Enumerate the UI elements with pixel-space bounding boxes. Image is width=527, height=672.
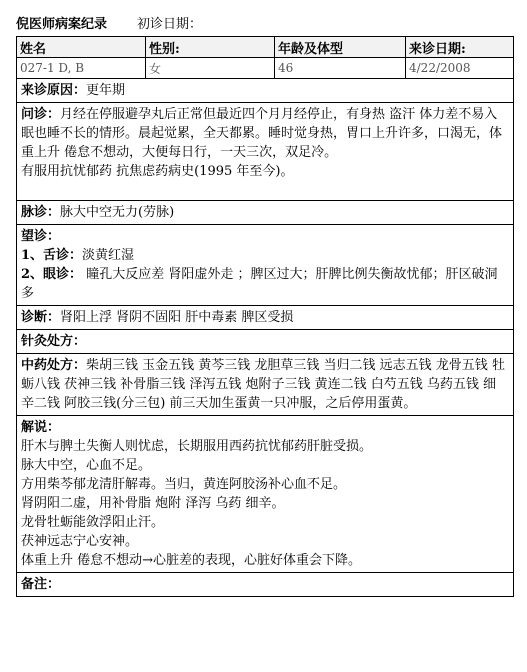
info-value-row — [17, 58, 514, 79]
eye-text: 瞳孔大反应差 肾阳虚外走 ；脾区过大；肝脾比例失衡故忧郁；肝区破洞多 — [21, 267, 498, 301]
notes-section — [16, 573, 514, 597]
acupuncture-section — [16, 330, 514, 354]
inquiry-text: 月经在停服避孕丸后正常但最近四个月月经停止，有身热 盗汗 体力差不易入眠也睡不长的情形。晨起觉累，全天都累。睡时觉身热，胃口上升许多，口渴无，体重上升 倦怠不想动，大便每日行，一天三次，双足冷。 — [21, 107, 503, 160]
patient-info-table — [16, 36, 514, 79]
notes-label: 备注： — [21, 577, 61, 592]
observe-label: 望诊： — [21, 229, 61, 244]
inquiry-history: 有服用抗忧郁药 抗焦虑药病史(1995 年至今)。 — [21, 164, 294, 179]
herbs-section — [16, 354, 514, 416]
record-header — [16, 14, 514, 36]
inquiry-spacer — [21, 181, 509, 198]
inquiry-section — [16, 103, 514, 201]
inquiry-label: 问诊： — [21, 107, 61, 122]
explanation-line: 茯神远志宁心安神。 — [21, 534, 139, 549]
first-visit-label: 初诊日期： — [137, 17, 203, 32]
explanation-line: 肾阴阳二虚，用补骨脂 炮附 泽泻 乌药 细辛。 — [21, 496, 285, 511]
explanation-label: 解说： — [21, 420, 61, 435]
record-title: 倪医师病案纪录 — [16, 17, 108, 32]
visit-date-label: 来诊日期: — [406, 37, 514, 58]
explanation-line: 龙骨牡蛎能敛浮阳止汗。 — [21, 515, 165, 530]
case-record — [16, 14, 514, 597]
tongue-line — [21, 246, 509, 265]
pulse-text: 脉大中空无力(劳脉) — [60, 205, 175, 220]
observe-section — [16, 225, 514, 306]
acupuncture-label: 针灸处方： — [21, 334, 87, 349]
tongue-text: 淡黄红湿 — [82, 248, 135, 263]
diagnosis-section — [16, 306, 514, 330]
explanation-line: 方用柴芩郁龙清肝解毒。当归，黄连阿胶汤补心血不足。 — [21, 477, 347, 492]
explanation-line: 脉大中空，心血不足。 — [21, 458, 152, 473]
pulse-section — [16, 201, 514, 225]
name-label: 姓名 — [17, 37, 146, 58]
info-header-row — [17, 37, 514, 58]
herbs-label: 中药处方： — [21, 358, 87, 373]
gender-value: 女 — [146, 58, 275, 79]
explanation-line: 肝木与脾土失衡人则忧虑，长期服用西药抗忧郁药肝脏受损。 — [21, 439, 373, 454]
diagnosis-text: 肾阳上浮 肾阴不固阳 肝中毒素 脾区受损 — [60, 310, 294, 325]
explanation-section — [16, 416, 514, 573]
eye-label: 2、眼诊： — [21, 267, 83, 282]
herbs-text: 柴胡三钱 玉金五钱 黄芩三钱 龙胆草三钱 当归二钱 远志五钱 龙骨五钱 牡蛎八钱 茯神三钱 补骨脂三钱 泽泻五钱 炮附子三钱 黄连二钱 白芍五钱 乌药五钱 细辛二钱 阿胶三钱(分三包) 前三天加生蛋黄一只冲服，之后停用蛋黄。 — [21, 358, 505, 411]
tongue-label: 1、舌诊： — [21, 248, 83, 263]
age-value: 46 — [275, 58, 406, 79]
visit-date-value: 4/22/2008 — [406, 58, 514, 79]
gender-label: 性别: — [146, 37, 275, 58]
name-value: 027-1 D, B — [17, 58, 146, 79]
diagnosis-label: 诊断： — [21, 310, 61, 325]
reason-text: 更年期 — [86, 83, 126, 98]
reason-label: 来诊原因： — [21, 83, 87, 98]
explanation-line: 体重上升 倦怠不想动→心脏差的表现，心脏好体重会下降。 — [21, 553, 362, 568]
pulse-label: 脉诊： — [21, 205, 61, 220]
eye-line — [21, 265, 509, 303]
reason-section — [16, 79, 514, 103]
age-label: 年龄及体型 — [275, 37, 406, 58]
